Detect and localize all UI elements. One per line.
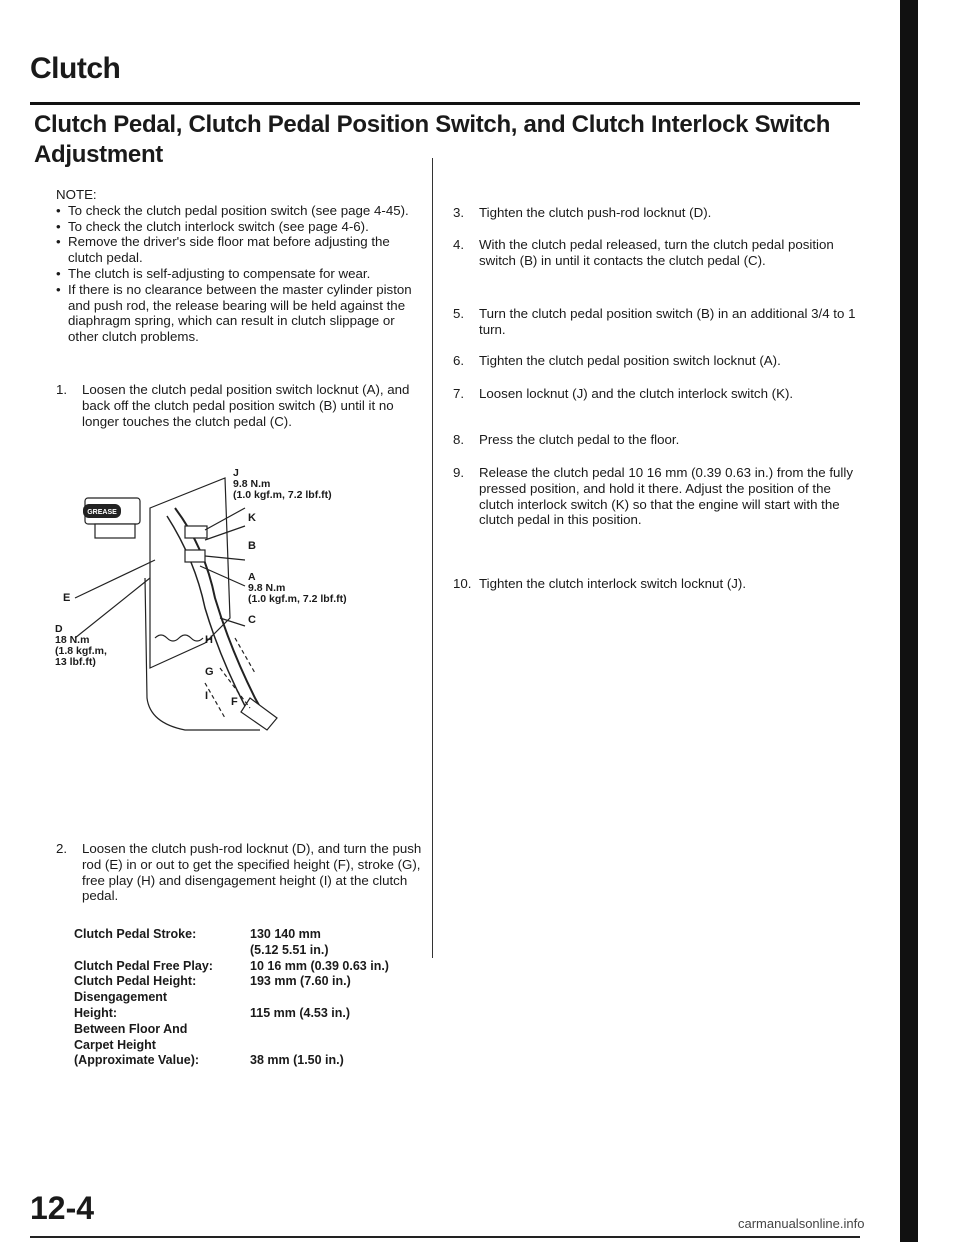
page-title: Clutch [30, 52, 121, 85]
spec-value: 10 16 mm (0.39 0.63 in.) [250, 958, 389, 973]
spec-value-main: 130 140 mm [250, 927, 321, 941]
step-4 [453, 237, 863, 269]
step-number: 7. [453, 386, 465, 401]
step-5 [453, 306, 863, 338]
callout-d-torque-alt1: (1.8 kgf.m, [55, 645, 107, 657]
step-1 [56, 382, 430, 429]
binding-edge [900, 0, 918, 1242]
step-7 [453, 386, 863, 402]
notes-label: NOTE: [56, 187, 97, 202]
step-number: 6. [453, 353, 465, 368]
note-item: • To check the clutch pedal position switch (see page 4-45). [56, 203, 418, 219]
callout-b: B [248, 540, 256, 552]
spec-label: Clutch Pedal Stroke: [74, 927, 197, 941]
callout-d-torque-alt2: 13 lbf.ft) [55, 656, 96, 668]
step-text: Press the clutch pedal to the floor. [479, 432, 680, 447]
step-8 [453, 432, 863, 448]
spec-label: Clutch Pedal Height: [74, 974, 197, 989]
position-switch [185, 550, 205, 562]
step-text: Turn the clutch pedal position switch (B) in an additional 3/4 to 1 turn. [479, 306, 856, 337]
spec-value-alt: (5.12 5.51 in.) [250, 942, 329, 957]
spec-row-stroke [74, 927, 434, 959]
spec-value: 193 mm (7.60 in.) [250, 974, 351, 989]
spec-row-disengagement [74, 990, 434, 1022]
step-3 [453, 205, 863, 221]
spec-label-line2: Height: [74, 1005, 118, 1020]
callout-k: K [248, 512, 256, 524]
callout-j [233, 468, 332, 501]
note-item: • If there is no clearance between the master cylinder piston and push rod, the release bearing will be held against the diaphragm spring, which can result in clutch slippage or other clutch problems. [56, 282, 418, 345]
section-title-line1: Clutch Pedal, Clutch Pedal Position Switch, and Clutch Interlock Switch [34, 111, 831, 138]
step-number: 10. [453, 576, 472, 591]
callout-j-letter: J [233, 467, 239, 479]
step-2 [56, 841, 430, 904]
callout-e: E [63, 592, 71, 604]
column-divider [432, 158, 433, 958]
note-item: • Remove the driver's side floor mat before adjusting the clutch pedal. [56, 234, 418, 266]
bottom-rule [30, 1236, 860, 1238]
callout-f: F [231, 696, 238, 708]
section-title-line2: Adjustment [34, 141, 164, 168]
spec-label: Disengagement [74, 990, 168, 1005]
spec-label: Between Floor And [74, 1021, 188, 1036]
step-text: Loosen locknut (J) and the clutch interlock switch (K). [479, 386, 794, 401]
floor-line [145, 578, 260, 730]
note-item: • The clutch is self-adjusting to compensate for wear. [56, 266, 418, 282]
callout-j-torque-alt: (1.0 kgf.m, 7.2 lbf.ft) [233, 489, 332, 501]
spec-table [74, 927, 434, 1069]
step-number: 3. [453, 205, 465, 220]
step-text: Tighten the clutch pedal position switch locknut (A). [479, 353, 781, 368]
step-text: With the clutch pedal released, turn the clutch pedal position switch (B) in until it contacts the clutch pedal (C). [479, 237, 834, 268]
grease-badge-label: GREASE [87, 509, 117, 516]
callout-g: G [205, 666, 214, 678]
step-number: 5. [453, 306, 465, 321]
spec-spacer [74, 943, 250, 959]
step-9 [453, 465, 863, 528]
note-item: • To check the clutch interlock switch (see page 4-6). [56, 219, 418, 235]
callout-d-letter: D [55, 623, 63, 635]
step-number: 4. [453, 237, 465, 252]
callout-h: H [205, 634, 213, 646]
callout-a [248, 572, 347, 605]
step-10 [453, 576, 863, 592]
callout-d-torque: 18 N.m [55, 634, 90, 646]
notes-list [56, 203, 418, 345]
step-text: Loosen the clutch pedal position switch locknut (A), and back off the clutch pedal position switch (B) until it no longer touches the clutch pedal (C). [82, 382, 410, 429]
spec-value [250, 927, 329, 959]
callout-a-torque-alt: (1.0 kgf.m, 7.2 lbf.ft) [248, 593, 347, 605]
spec-row-free-play [74, 959, 434, 975]
spec-label-line3: (Approximate Value): [74, 1053, 200, 1068]
spec-value: 38 mm (1.50 in.) [250, 1053, 344, 1068]
callout-c: C [248, 614, 256, 626]
callout-a-torque: 9.8 N.m [248, 582, 286, 594]
step-6 [453, 353, 863, 369]
callout-d [55, 624, 107, 668]
page-number: 12-4 [30, 1190, 95, 1226]
step-text: Loosen the clutch push-rod locknut (D), and turn the push rod (E) in or out to get the specified height (F), stroke (G), free play (H) and disengagement height (I) at the clutch pedal. [82, 841, 422, 904]
callout-j-torque: 9.8 N.m [233, 478, 271, 490]
step-number: 1. [56, 382, 68, 397]
step-number: 2. [56, 841, 68, 856]
callout-a-letter: A [248, 571, 256, 583]
step-number: 8. [453, 432, 465, 447]
step-text: Release the clutch pedal 10 16 mm (0.39 0.63 in.) from the fully pressed position, and hold it there. Adjust the position of the clutch interlock switch (K) so that the engine will start with the clutch pedal in this position. [479, 465, 853, 528]
spec-label: Clutch Pedal Free Play: [74, 958, 213, 973]
callout-i: I [205, 690, 209, 702]
spec-value: 115 mm (4.53 in.) [250, 1005, 351, 1020]
notes-block [56, 187, 418, 345]
clutch-pedal-diagram [55, 467, 347, 738]
step-number: 9. [453, 465, 465, 480]
spec-row-height [74, 974, 434, 990]
pedal-bracket [150, 478, 230, 668]
interlock-switch [185, 526, 207, 538]
spec-row-carpet [74, 1022, 434, 1069]
step-text: Tighten the clutch interlock switch locknut (J). [479, 576, 747, 591]
watermark: carmanualsonline.info [738, 1216, 865, 1231]
step-text: Tighten the clutch push-rod locknut (D). [479, 205, 712, 220]
header-rule [30, 102, 860, 105]
spec-label-line2: Carpet Height [74, 1037, 156, 1052]
